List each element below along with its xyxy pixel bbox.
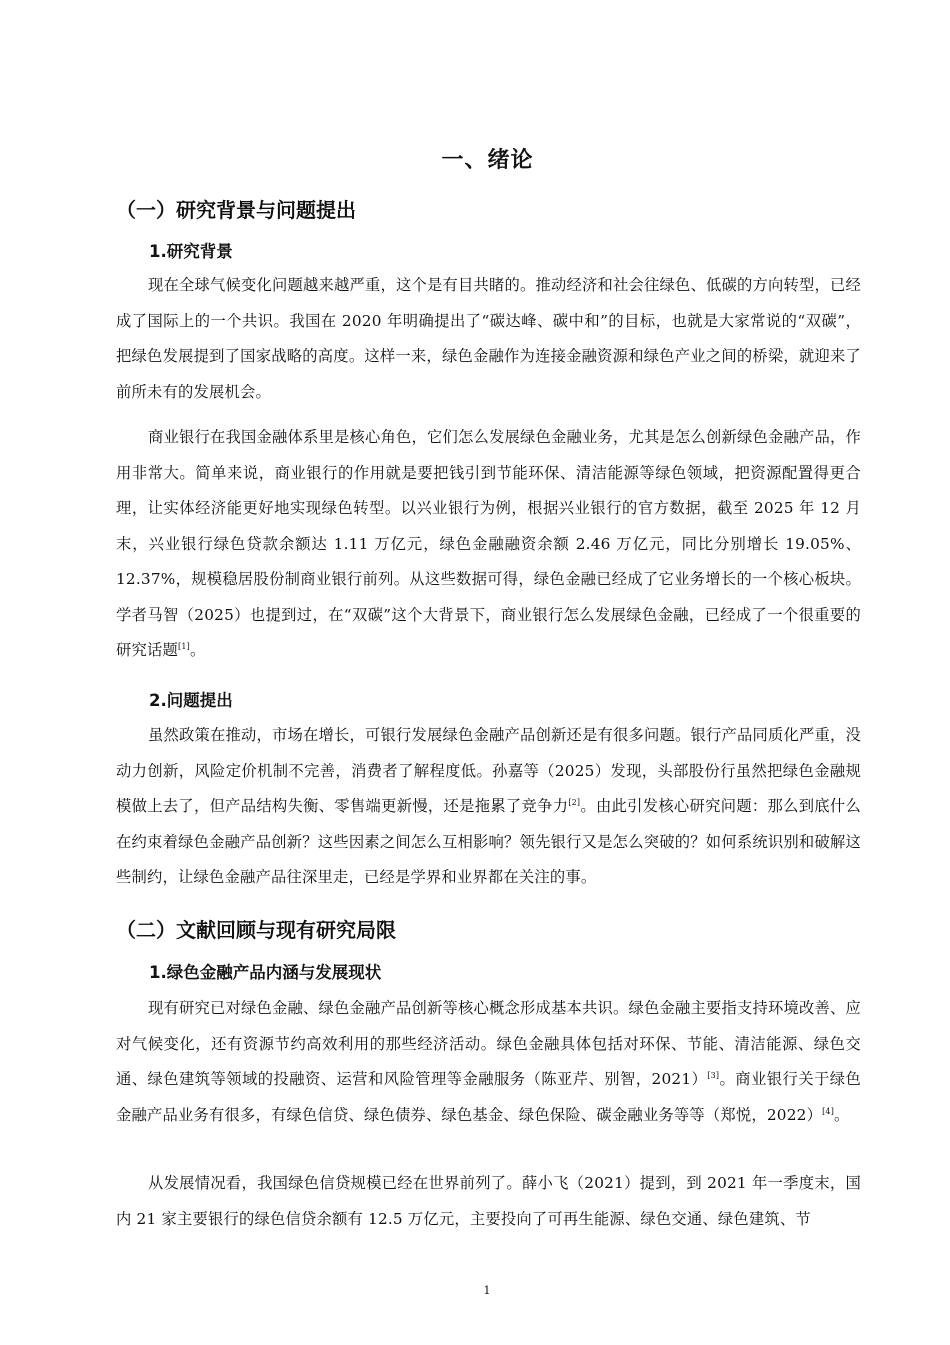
paragraph-text: 现有研究已对绿色金融、绿色金融产品创新等核心概念形成基本共识。绿色金融主要指支持环境改善、应对气候变化，还有资源节约高效利用的那些经济活动。绿色金融具体包括对环保、节能、清洁能源、绿色交通、绿色建筑等领域的投融资、运营和风险管理等金融服务（陈亚芹、别智，2021） bbox=[116, 999, 861, 1088]
citation-ref-3: [3] bbox=[707, 1071, 720, 1080]
paragraph-tail: 。 bbox=[834, 1105, 850, 1124]
paragraph-literature-2: 从发展情况看，我国绿色信贷规模已经在世界前列了。薛小飞（2021）提到，到 2021 年一季度末，国内 21 家主要银行的绿色信贷余额有 12.5 万亿元，主要投向了可再生能源、绿色交通、绿色建筑、节 bbox=[116, 1174, 861, 1228]
citation-ref-4: [4] bbox=[822, 1106, 835, 1116]
citation-ref-1: [1] bbox=[178, 642, 190, 651]
paragraph-tail: 。由此引发核心研究问题：那么到底什么在约束着绿色金融产品创新？这些因素之间怎么互相影响？领先银行又是怎么突破的？如何系统识别和破解这些制约，让绿色金融产品往深里走，已经是学界和业界都在关注的事。 bbox=[116, 797, 861, 886]
subsection-title-green-finance-products: 1.绿色金融产品内涵与发展现状 bbox=[149, 963, 382, 982]
section-title-literature-review: （二）文献回顾与现有研究局限 bbox=[116, 918, 396, 942]
paragraph-tail: 。 bbox=[189, 641, 206, 659]
chapter-title: 一、绪论 bbox=[441, 148, 534, 173]
paragraph-literature-1 bbox=[116, 991, 861, 1133]
paragraph-text: 虽然政策在推动，市场在增长，可银行发展绿色金融产品创新还是有很多问题。银行产品同质化严重，没动力创新，风险定价机制不完善，消费者了解程度低。孙嘉等（2025）发现，头部股份行虽然把绿色金融规模做上去了，但产品结构失衡、零售端更新慢，还是拖累了竞争力 bbox=[116, 726, 861, 815]
paragraph-text: 商业银行在我国金融体系里是核心角色，它们怎么发展绿色金融业务，尤其是怎么创新绿色金融产品，作用非常大。简单来说，商业银行的作用就是要把钱引到节能环保、清洁能源等绿色领域，把资源配置得更合理，让实体经济能更好地实现绿色转型。以兴业银行为例，根据兴业银行的官方数据，截至 2025 年 12 月末，兴业银行绿色贷款余额达 1.11 万亿元，绿色金融融资余额 2.46 万亿元，同比分别增长 19.05%、12.37%，规模稳居股份制商业银行前列。从这些数据可得，绿色金融已经成了它业务增长的一个核心板块。学者马智（2025）也提到过，在“双碳”这个大背景下，商业银行怎么发展绿色金融，已经成了一个很重要的研究话题 bbox=[116, 428, 861, 659]
paragraph-text-middle: 。商业银行关于绿色金融产品业务有很多，有绿色信贷、绿色债券、绿色基金、绿色保险、碳金融业务等等（郑悦，2022） bbox=[116, 1070, 861, 1124]
page-number: 1 bbox=[483, 1284, 491, 1297]
paragraph-background-2 bbox=[116, 420, 861, 669]
subsection-title-problem: 2.问题提出 bbox=[149, 691, 233, 710]
citation-ref-2: [2] bbox=[568, 798, 581, 807]
section-title-research-background: （一）研究背景与问题提出 bbox=[116, 198, 356, 222]
paragraph-background-1: 现在全球气候变化问题越来越严重，这个是有目共睹的。推动经济和社会往绿色、低碳的方向转型，已经成了国际上的一个共识。我国在 2020 年明确提出了“碳达峰、碳中和”的目标，也就是大家常说的“双碳”，把绿色发展提到了国家战略的高度。这样一来，绿色金融作为连接金融资源和绿色产业之间的桥梁，就迎来了前所未有的发展机会。 bbox=[116, 276, 861, 401]
paragraph-problem-1 bbox=[116, 718, 861, 896]
subsection-title-background: 1.研究背景 bbox=[149, 242, 233, 261]
